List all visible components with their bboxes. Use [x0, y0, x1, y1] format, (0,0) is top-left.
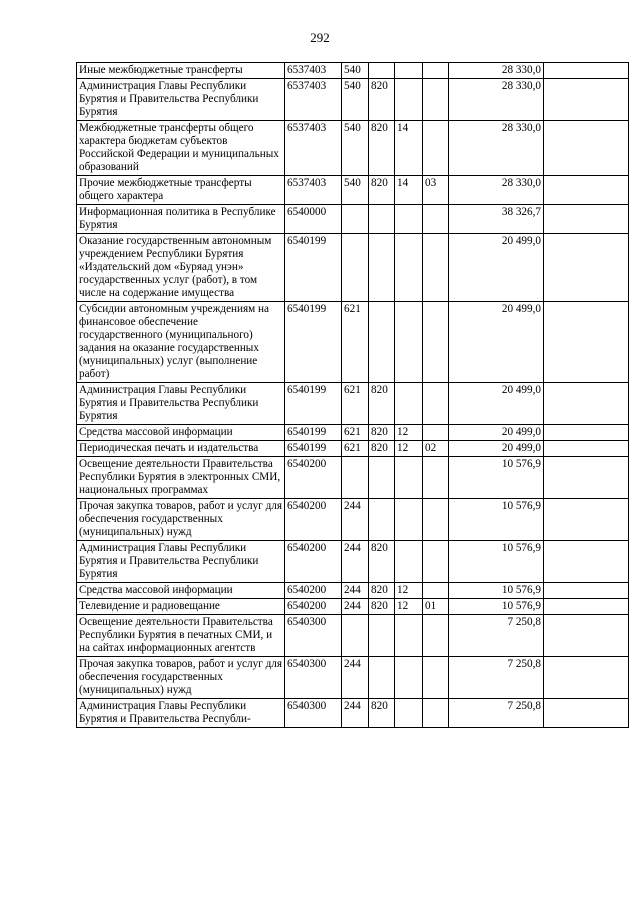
row-amount-cell: 20 499,0 [449, 441, 544, 457]
table-row [77, 176, 629, 205]
row-subsection-cell [423, 205, 449, 234]
row-name-cell: Прочие межбюджетные трансферты общего характера [77, 176, 285, 205]
row-admin-code-cell [369, 63, 395, 79]
row-amount-cell: 7 250,8 [449, 657, 544, 699]
row-subsection-cell: 02 [423, 441, 449, 457]
row-expense-type-cell: 621 [342, 441, 369, 457]
row-target-code-cell: 6537403 [285, 176, 342, 205]
row-name-cell: Средства массовой информации [77, 425, 285, 441]
row-amount-cell: 20 499,0 [449, 302, 544, 383]
row-target-code-cell: 6540200 [285, 499, 342, 541]
table-row [77, 583, 629, 599]
row-section-cell: 12 [395, 599, 423, 615]
row-target-code-cell: 6540199 [285, 234, 342, 302]
row-admin-code-cell [369, 657, 395, 699]
row-section-cell [395, 383, 423, 425]
row-amount-cell: 10 576,9 [449, 499, 544, 541]
row-empty-cell [544, 63, 629, 79]
row-subsection-cell [423, 234, 449, 302]
row-expense-type-cell: 244 [342, 599, 369, 615]
row-name-cell: Освещение деятельности Правительства Республики Бурятия в печатных СМИ, и на сайтах информационных агентств [77, 615, 285, 657]
row-admin-code-cell [369, 234, 395, 302]
row-target-code-cell: 6537403 [285, 63, 342, 79]
row-expense-type-cell: 621 [342, 425, 369, 441]
table-row [77, 615, 629, 657]
row-admin-code-cell [369, 499, 395, 541]
row-amount-cell: 7 250,8 [449, 699, 544, 728]
row-expense-type-cell: 621 [342, 383, 369, 425]
row-amount-cell: 38 326,7 [449, 205, 544, 234]
row-expense-type-cell: 540 [342, 176, 369, 205]
row-expense-type-cell: 244 [342, 499, 369, 541]
row-target-code-cell: 6540199 [285, 441, 342, 457]
row-empty-cell [544, 699, 629, 728]
row-subsection-cell [423, 541, 449, 583]
row-expense-type-cell: 244 [342, 583, 369, 599]
row-name-cell: Оказание государственным автономным учреждением Республики Бурятия «Издательский дом «Буряад унэн» государственных услуг (работ), в том числе на содержание имущества [77, 234, 285, 302]
table-row [77, 699, 629, 728]
row-expense-type-cell [342, 234, 369, 302]
row-name-cell: Межбюджетные трансферты общего характера бюджетам субъектов Российской Федерации и муниципальных образований [77, 121, 285, 176]
row-section-cell: 14 [395, 176, 423, 205]
row-subsection-cell: 03 [423, 176, 449, 205]
row-target-code-cell: 6537403 [285, 79, 342, 121]
row-section-cell [395, 63, 423, 79]
row-target-code-cell: 6540200 [285, 457, 342, 499]
row-amount-cell: 20 499,0 [449, 383, 544, 425]
table-row [77, 302, 629, 383]
row-section-cell: 12 [395, 441, 423, 457]
row-target-code-cell: 6540200 [285, 541, 342, 583]
row-target-code-cell: 6540199 [285, 302, 342, 383]
row-name-cell: Освещение деятельности Правительства Республики Бурятия в электронных СМИ, национальных программах [77, 457, 285, 499]
row-admin-code-cell: 820 [369, 121, 395, 176]
row-empty-cell [544, 541, 629, 583]
row-admin-code-cell [369, 205, 395, 234]
table-row [77, 499, 629, 541]
table-row [77, 441, 629, 457]
row-name-cell: Администрация Главы Республики Бурятия и Правительства Республики Бурятия [77, 541, 285, 583]
row-amount-cell: 28 330,0 [449, 79, 544, 121]
row-admin-code-cell [369, 615, 395, 657]
row-name-cell: Периодическая печать и издательства [77, 441, 285, 457]
row-amount-cell: 10 576,9 [449, 541, 544, 583]
row-expense-type-cell [342, 457, 369, 499]
row-empty-cell [544, 176, 629, 205]
row-expense-type-cell: 540 [342, 63, 369, 79]
row-amount-cell: 28 330,0 [449, 121, 544, 176]
row-empty-cell [544, 234, 629, 302]
row-subsection-cell [423, 699, 449, 728]
row-subsection-cell [423, 383, 449, 425]
row-empty-cell [544, 121, 629, 176]
row-admin-code-cell: 820 [369, 441, 395, 457]
row-section-cell [395, 541, 423, 583]
row-section-cell: 14 [395, 121, 423, 176]
row-subsection-cell [423, 457, 449, 499]
row-expense-type-cell: 244 [342, 541, 369, 583]
row-name-cell: Администрация Главы Республики Бурятия и Правительства Республики Бурятия [77, 383, 285, 425]
table-row [77, 541, 629, 583]
table-row [77, 63, 629, 79]
row-subsection-cell [423, 583, 449, 599]
row-amount-cell: 10 576,9 [449, 583, 544, 599]
row-amount-cell: 20 499,0 [449, 425, 544, 441]
row-amount-cell: 20 499,0 [449, 234, 544, 302]
row-empty-cell [544, 615, 629, 657]
budget-table-body [77, 63, 629, 728]
row-target-code-cell: 6537403 [285, 121, 342, 176]
row-target-code-cell: 6540200 [285, 599, 342, 615]
row-subsection-cell [423, 615, 449, 657]
row-section-cell: 12 [395, 583, 423, 599]
table-row [77, 425, 629, 441]
table-row [77, 79, 629, 121]
row-expense-type-cell: 540 [342, 121, 369, 176]
row-admin-code-cell [369, 457, 395, 499]
table-row [77, 121, 629, 176]
row-target-code-cell: 6540300 [285, 699, 342, 728]
row-target-code-cell: 6540300 [285, 615, 342, 657]
table-row [77, 657, 629, 699]
row-amount-cell: 7 250,8 [449, 615, 544, 657]
row-expense-type-cell: 244 [342, 657, 369, 699]
row-section-cell [395, 205, 423, 234]
row-subsection-cell [423, 79, 449, 121]
table-row [77, 205, 629, 234]
row-target-code-cell: 6540199 [285, 383, 342, 425]
row-name-cell: Иные межбюджетные трансферты [77, 63, 285, 79]
row-target-code-cell: 6540000 [285, 205, 342, 234]
row-section-cell [395, 657, 423, 699]
row-empty-cell [544, 599, 629, 615]
row-name-cell: Информационная политика в Республике Бурятия [77, 205, 285, 234]
row-expense-type-cell [342, 615, 369, 657]
row-name-cell: Администрация Главы Республики Бурятия и Правительства Республики Бурятия [77, 79, 285, 121]
row-empty-cell [544, 383, 629, 425]
row-name-cell: Телевидение и радиовещание [77, 599, 285, 615]
table-row [77, 383, 629, 425]
row-target-code-cell: 6540199 [285, 425, 342, 441]
row-admin-code-cell: 820 [369, 541, 395, 583]
row-expense-type-cell: 621 [342, 302, 369, 383]
row-empty-cell [544, 425, 629, 441]
row-name-cell: Субсидии автономным учреждениям на финансовое обеспечение государственного (муниципального) задания на оказание государственных (муниципальных) услуг (выполнение работ) [77, 302, 285, 383]
row-section-cell [395, 79, 423, 121]
row-subsection-cell [423, 302, 449, 383]
row-section-cell: 12 [395, 425, 423, 441]
row-subsection-cell [423, 657, 449, 699]
row-amount-cell: 28 330,0 [449, 176, 544, 205]
row-section-cell [395, 615, 423, 657]
row-subsection-cell [423, 425, 449, 441]
row-empty-cell [544, 441, 629, 457]
row-admin-code-cell: 820 [369, 79, 395, 121]
row-section-cell [395, 234, 423, 302]
row-amount-cell: 10 576,9 [449, 457, 544, 499]
row-admin-code-cell: 820 [369, 699, 395, 728]
row-section-cell [395, 457, 423, 499]
row-name-cell: Прочая закупка товаров, работ и услуг для обеспечения государственных (муниципальных) нужд [77, 499, 285, 541]
row-empty-cell [544, 583, 629, 599]
row-subsection-cell [423, 499, 449, 541]
row-amount-cell: 28 330,0 [449, 63, 544, 79]
row-admin-code-cell: 820 [369, 425, 395, 441]
row-expense-type-cell [342, 205, 369, 234]
budget-table [76, 62, 629, 728]
row-name-cell: Администрация Главы Республики Бурятия и Правительства Республи- [77, 699, 285, 728]
row-admin-code-cell: 820 [369, 176, 395, 205]
row-empty-cell [544, 302, 629, 383]
table-row [77, 457, 629, 499]
row-empty-cell [544, 205, 629, 234]
table-row [77, 599, 629, 615]
row-target-code-cell: 6540300 [285, 657, 342, 699]
row-expense-type-cell: 244 [342, 699, 369, 728]
row-empty-cell [544, 79, 629, 121]
row-empty-cell [544, 499, 629, 541]
row-empty-cell [544, 457, 629, 499]
row-name-cell: Средства массовой информации [77, 583, 285, 599]
row-subsection-cell [423, 63, 449, 79]
row-subsection-cell [423, 121, 449, 176]
row-admin-code-cell: 820 [369, 383, 395, 425]
table-row [77, 234, 629, 302]
row-amount-cell: 10 576,9 [449, 599, 544, 615]
row-admin-code-cell: 820 [369, 599, 395, 615]
row-section-cell [395, 499, 423, 541]
row-empty-cell [544, 657, 629, 699]
row-admin-code-cell: 820 [369, 583, 395, 599]
row-section-cell [395, 302, 423, 383]
row-section-cell [395, 699, 423, 728]
row-admin-code-cell [369, 302, 395, 383]
row-target-code-cell: 6540200 [285, 583, 342, 599]
row-name-cell: Прочая закупка товаров, работ и услуг для обеспечения государственных (муниципальных) нужд [77, 657, 285, 699]
row-expense-type-cell: 540 [342, 79, 369, 121]
page-number: 292 [310, 30, 330, 45]
row-subsection-cell: 01 [423, 599, 449, 615]
